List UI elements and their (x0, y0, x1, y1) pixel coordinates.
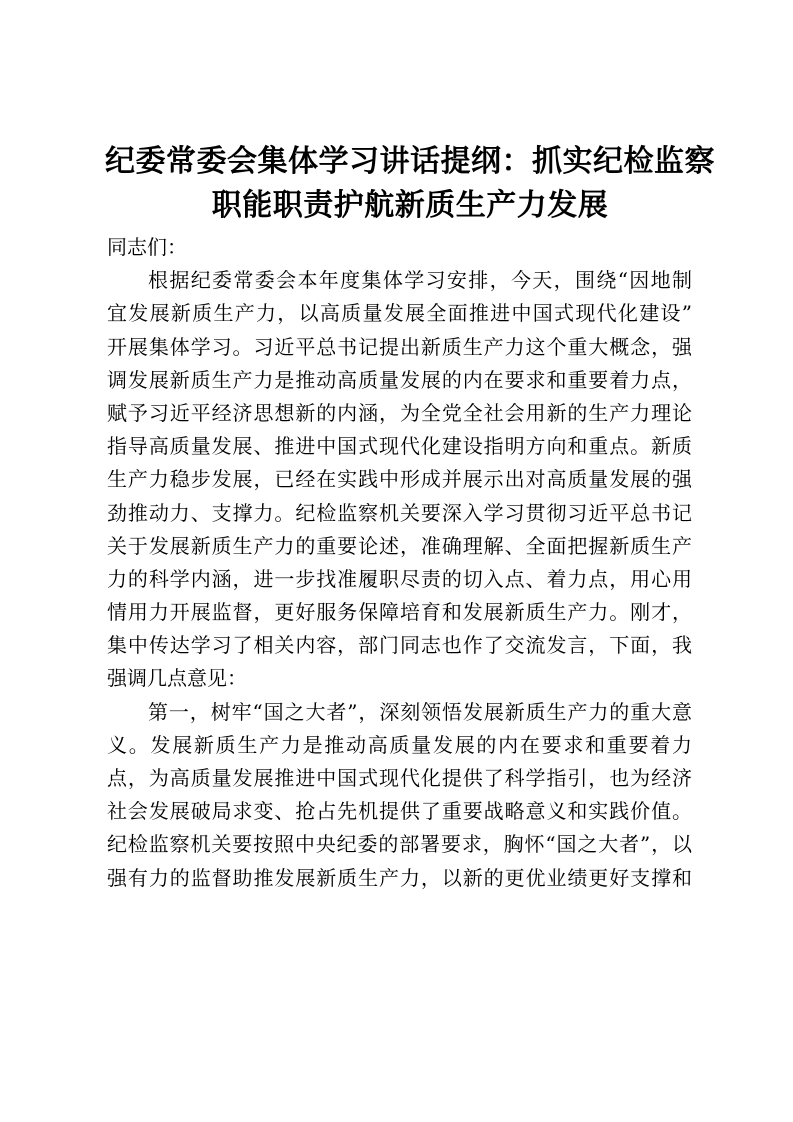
paragraph-line: 第一，树牢“国之大者”，深刻领悟发展新质生产力的重大意 (148, 699, 692, 724)
paragraph-line: 纪检监察机关要按照中央纪委的部署要求，胸怀“国之大者”，以 (107, 832, 692, 857)
title-line: 职能职责护航新质生产力发展 (211, 188, 609, 223)
paragraph-line: 赋予习近平经济思想新的内涵，为全党全社会用新的生产力理论 (107, 400, 692, 425)
paragraph-line: 强有力的监督助推发展新质生产力，以新的更优业绩更好支撑和 (107, 865, 692, 890)
paragraph-line: 调发展新质生产力是推动高质量发展的内在要求和重要着力点， (107, 367, 692, 392)
document-title (100, 140, 720, 228)
document-body (107, 231, 692, 895)
paragraph-line: 指导高质量发展、推进中国式现代化建设指明方向和重点。新质 (107, 434, 692, 459)
salutation: 同志们： (107, 235, 187, 259)
paragraph-line: 义。发展新质生产力是推动高质量发展的内在要求和重要着力 (107, 732, 692, 757)
paragraph-line: 生产力稳步发展，已经在实践中形成并展示出对高质量发展的强 (107, 467, 692, 492)
paragraph-2 (107, 696, 692, 895)
paragraph-line: 开展集体学习。习近平总书记提出新质生产力这个重大概念，强 (107, 334, 692, 359)
paragraph-line: 点，为高质量发展推进中国式现代化提供了科学指引，也为经济 (107, 766, 692, 790)
paragraph-line: 根据纪委常委会本年度集体学习安排，今天，围绕“因地制 (148, 268, 692, 293)
paragraph-line: 强调几点意见： (107, 666, 247, 691)
title-line: 纪委常委会集体学习讲话提纲：抓实纪检监察 (105, 144, 715, 179)
paragraph-line: 集中传达学习了相关内容，部门同志也作了交流发言，下面，我 (107, 633, 692, 658)
paragraph-1 (107, 264, 692, 695)
paragraph-line: 劲推动力、支撑力。纪检监察机关要深入学习贯彻习近平总书记 (107, 500, 692, 525)
paragraph-line: 宜发展新质生产力，以高质量发展全面推进中国式现代化建设” (107, 301, 692, 326)
paragraph-line: 力的科学内涵，进一步找准履职尽责的切入点、着力点，用心用 (107, 566, 692, 591)
paragraph-line: 关于发展新质生产力的重要论述，准确理解、全面把握新质生产 (107, 533, 692, 558)
paragraph-line: 社会发展破局求变、抢占先机提供了重要战略意义和实践价值。 (107, 799, 692, 824)
paragraph-line: 情用力开展监督，更好服务保障培育和发展新质生产力。刚才， (107, 600, 692, 625)
